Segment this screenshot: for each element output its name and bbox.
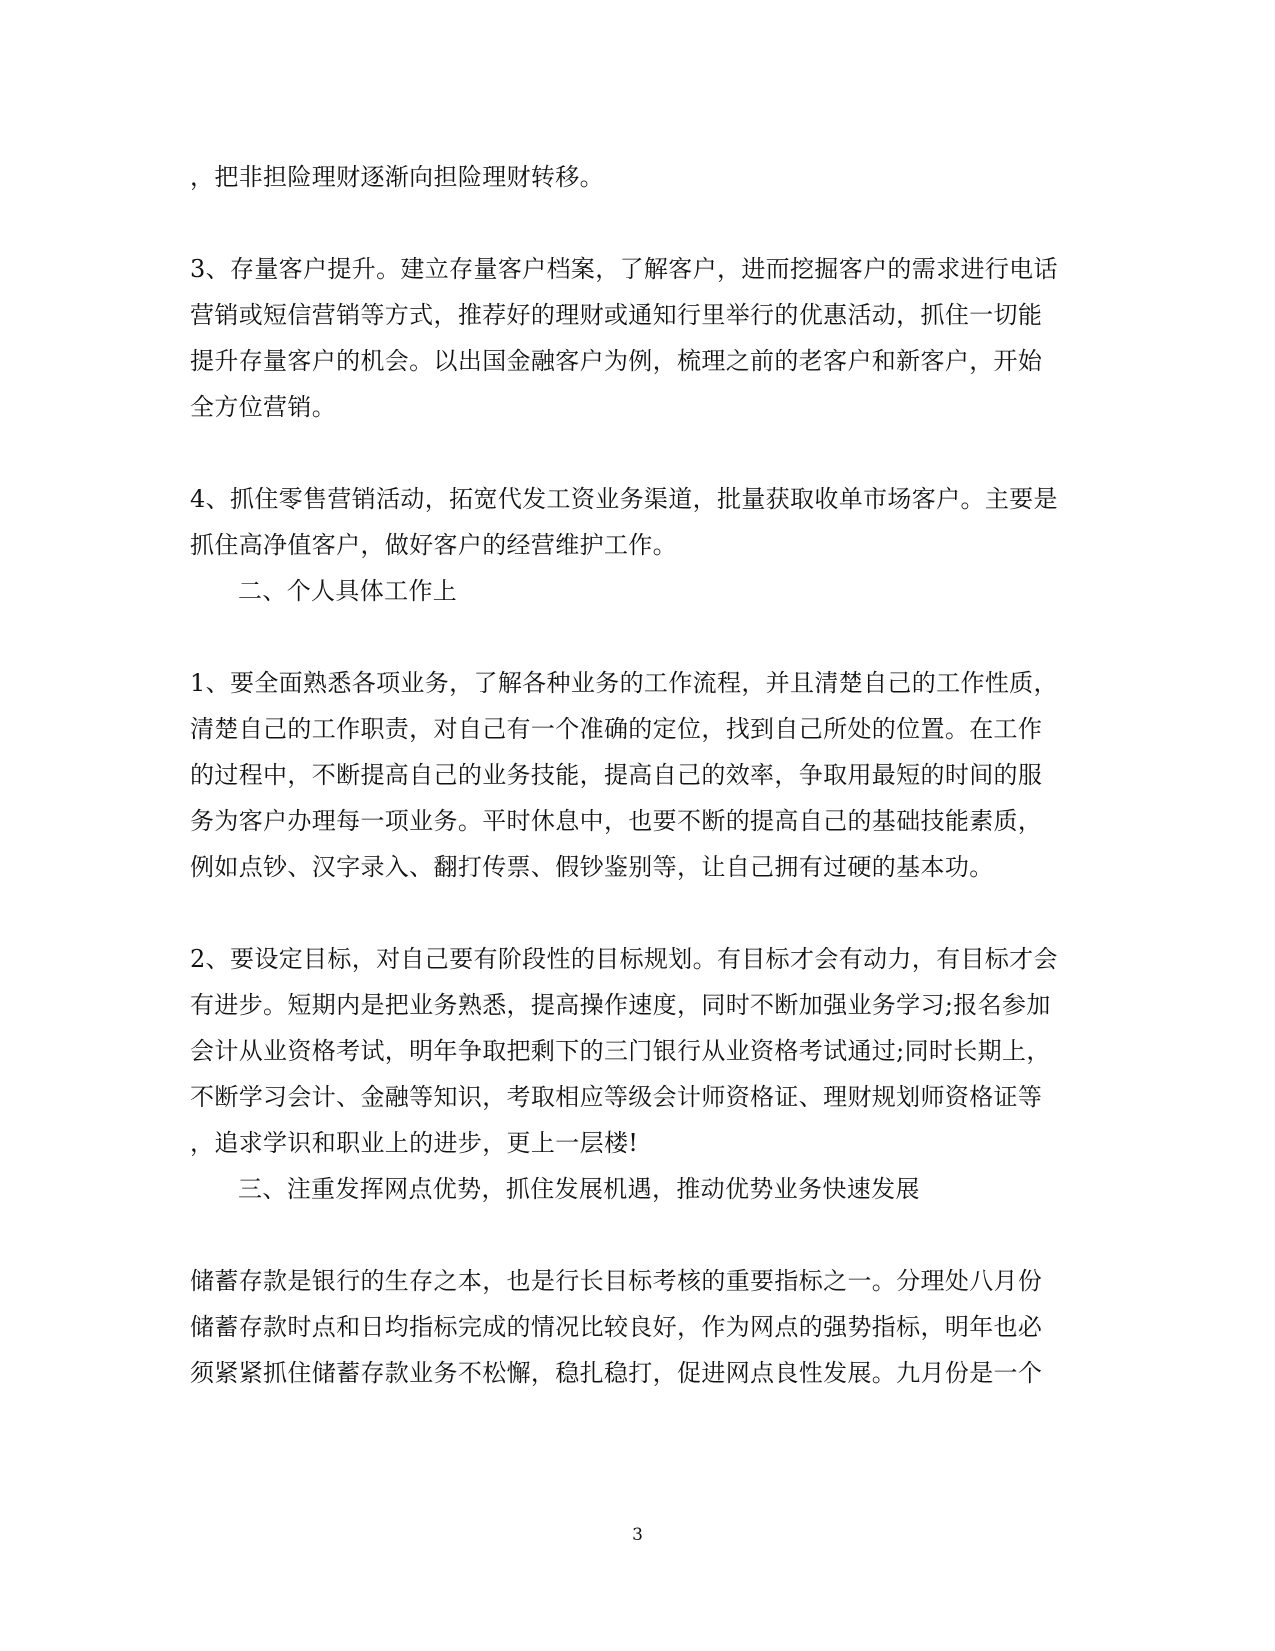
text-line: 全方位营销。 <box>190 393 337 421</box>
text-line: ，把非担险理财逐渐向担险理财转移。 <box>190 163 604 191</box>
text-line: 不断学习会计、金融等知识，考取相应等级会计师资格证、理财规划师资格证等 <box>190 1083 1043 1111</box>
page-number: 3 <box>632 1525 643 1545</box>
text-line: 有进步。短期内是把业务熟悉，提高操作速度，同时不断加强业务学习;报名参加 <box>190 991 1051 1019</box>
text-line: 抓住高净值客户，做好客户的经营维护工作。 <box>190 531 677 559</box>
section-heading: 三、注重发挥网点优势，抓住发展机遇，推动优势业务快速发展 <box>238 1175 920 1203</box>
text-line: 4、抓住零售营销活动，拓宽代发工资业务渠道，批量获取收单市场客户。主要是 <box>190 485 1058 513</box>
text-line: 储蓄存款时点和日均指标完成的情况比较良好，作为网点的强势指标，明年也必 <box>190 1313 1043 1341</box>
text-line: 须紧紧抓住储蓄存款业务不松懈，稳扎稳打，促进网点良性发展。九月份是一个 <box>190 1359 1043 1387</box>
text-line: 的过程中，不断提高自己的业务技能，提高自己的效率，争取用最短的时间的服 <box>190 761 1043 789</box>
text-line: 务为客户办理每一项业务。平时休息中，也要不断的提高自己的基础技能素质， <box>190 807 1043 835</box>
section-heading: 二、个人具体工作上 <box>238 577 458 605</box>
text-line: 营销或短信营销等方式，推荐好的理财或通知行里举行的优惠活动，抓住一切能 <box>190 301 1043 329</box>
text-line: 清楚自己的工作职责，对自己有一个准确的定位，找到自己所处的位置。在工作 <box>190 715 1043 743</box>
text-line: 1、要全面熟悉各项业务，了解各种业务的工作流程，并且清楚自己的工作性质， <box>190 669 1058 697</box>
text-line: 3、存量客户提升。建立存量客户档案，了解客户，进而挖掘客户的需求进行电话 <box>190 255 1058 283</box>
text-line: 2、要设定目标，对自己要有阶段性的目标规划。有目标才会有动力，有目标才会 <box>190 945 1058 973</box>
text-line: ，追求学识和职业上的进步，更上一层楼! <box>190 1129 639 1157</box>
text-line: 会计从业资格考试，明年争取把剩下的三门银行从业资格考试通过;同时长期上， <box>190 1037 1051 1065</box>
text-line: 例如点钞、汉字录入、翻打传票、假钞鉴别等，让自己拥有过硬的基本功。 <box>190 853 994 881</box>
text-line: 提升存量客户的机会。以出国金融客户为例，梳理之前的老客户和新客户，开始 <box>190 347 1043 375</box>
text-line: 储蓄存款是银行的生存之本，也是行长目标考核的重要指标之一。分理处八月份 <box>190 1267 1043 1295</box>
